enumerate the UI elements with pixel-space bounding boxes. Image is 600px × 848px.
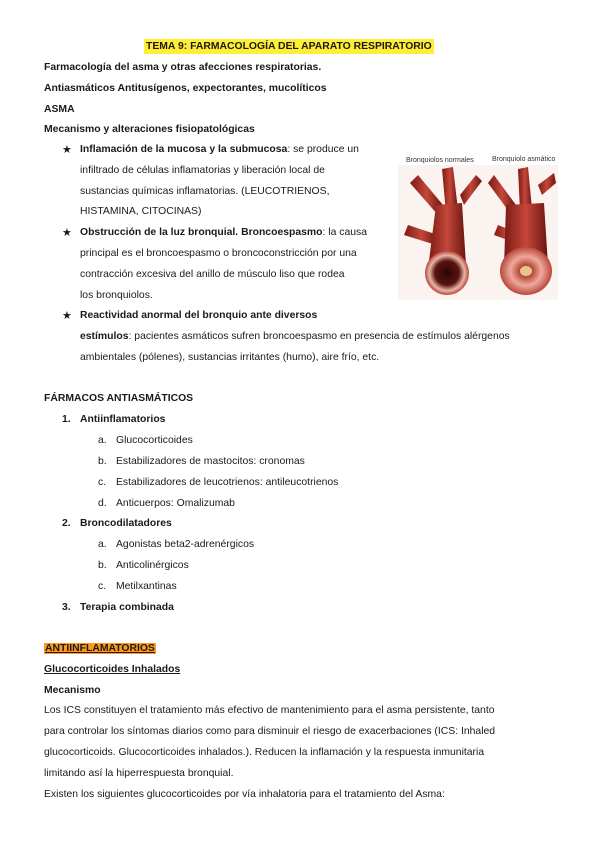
mecanismo-heading: Mecanismo y alteraciones fisiopatológicas bbox=[44, 124, 255, 135]
subtitle-asma: Farmacología del asma y otras afecciones respiratorias. bbox=[44, 62, 322, 73]
bullet-2-text: : la causa bbox=[322, 227, 367, 238]
group-1-item-letter: c. bbox=[98, 477, 107, 488]
bullet-3-line-1 bbox=[80, 330, 510, 344]
bullet-2-lead: Obstrucción de la luz bronquial bbox=[80, 227, 236, 238]
bullet-1-line-1 bbox=[80, 143, 359, 157]
page-title: TEMA 9: FARMACOLOGÍA DEL APARATO RESPIRATORIO bbox=[146, 41, 432, 52]
group-1-item-letter: d. bbox=[98, 498, 107, 509]
bullet-2-lead-2: . Broncoespasmo bbox=[235, 227, 323, 238]
asma-heading: ASMA bbox=[44, 104, 75, 115]
bullet-3-line-2: ambientales (pólenes), sustancias irritantes (humo), aire frío, etc. bbox=[80, 352, 380, 363]
paragraph-line: limitando así la hiperrespuesta bronquial. bbox=[44, 768, 234, 779]
paragraph-line: Los ICS constituyen el tratamiento más efectivo de mantenimiento para el asma persistente, tanto bbox=[44, 705, 495, 716]
star-bullet-icon: ★ bbox=[62, 227, 72, 239]
bullet-2-line-1 bbox=[80, 226, 367, 240]
mecanismo-2-heading: Mecanismo bbox=[44, 685, 101, 696]
star-bullet-icon: ★ bbox=[62, 310, 72, 322]
group-2-item-letter: b. bbox=[98, 560, 107, 571]
group-1-item: Anticuerpos: Omalizumab bbox=[116, 498, 235, 509]
bullet-1-line-3: sustancias químicas inflamatorias. (LEUCOTRIENOS, bbox=[80, 186, 330, 197]
bronchiole-illustration bbox=[398, 165, 558, 300]
bullet-1-text: : se produce un bbox=[287, 144, 359, 155]
farmacos-heading: FÁRMACOS ANTIASMÁTICOS bbox=[44, 393, 194, 404]
bronchiole-figure bbox=[398, 152, 558, 300]
normal-lumen bbox=[425, 251, 469, 295]
group-2-item: Metilxantinas bbox=[116, 581, 177, 592]
paragraph-line: glucocorticoids. Glucocorticoides inhalados.). Reducen la inflamación y la respuesta inmunitaria bbox=[44, 747, 485, 758]
group-1-item-letter: b. bbox=[98, 456, 107, 467]
group-1-item: Estabilizadores de mastocitos: cronomas bbox=[116, 456, 305, 467]
subtitle-antiasmaticos: Antiasmáticos Antitusígenos, expectorantes, mucolíticos bbox=[44, 83, 327, 94]
gci-heading: Glucocorticoides Inhalados bbox=[44, 664, 181, 675]
bullet-3-lead: Reactividad anormal del bronquio ante diversos bbox=[80, 310, 318, 321]
antiinflamatorios-heading bbox=[44, 642, 156, 656]
bullet-2-line-3: contracción excesiva del anillo de músculo liso que rodea bbox=[80, 269, 345, 280]
group-2-number: 2. bbox=[62, 518, 71, 529]
group-3-name: Terapia combinada bbox=[80, 602, 174, 613]
group-1-item: Glucocorticoides bbox=[116, 435, 193, 446]
group-1-item: Estabilizadores de leucotrienos: antileucotrienos bbox=[116, 477, 339, 488]
group-2-item-letter: c. bbox=[98, 581, 107, 592]
paragraph-line: Existen los siguientes glucocorticoides por vía inhalatoria para el tratamiento del Asma: bbox=[44, 789, 445, 800]
group-2-item-letter: a. bbox=[98, 539, 107, 550]
group-2-item: Anticolinérgicos bbox=[116, 560, 189, 571]
group-2-name: Broncodilatadores bbox=[80, 518, 172, 529]
star-bullet-icon: ★ bbox=[62, 144, 72, 156]
group-1-number: 1. bbox=[62, 414, 71, 425]
bullet-1-line-2: infiltrado de células inflamatorias y liberación local de bbox=[80, 165, 325, 176]
group-1-item-letter: a. bbox=[98, 435, 107, 446]
group-3-number: 3. bbox=[62, 602, 71, 613]
bullet-1-lead: Inflamación de la mucosa y la submucosa bbox=[80, 144, 288, 155]
bullet-3-lead-2: estímulos bbox=[80, 331, 129, 342]
bullet-3-text: : pacientes asmáticos sufren broncoespasmo en presencia de estímulos alérgenos bbox=[128, 331, 510, 342]
bullet-2-line-2: principal es el broncoespasmo o broncoconstricción por una bbox=[80, 248, 357, 259]
group-2-item: Agonistas beta2-adrenérgicos bbox=[116, 539, 255, 550]
bullet-2-line-4: los bronquiolos. bbox=[80, 290, 153, 301]
paragraph-line: para controlar los síntomas diarios como para disminuir el riesgo de exacerbaciones (ICS: Inhaled bbox=[44, 726, 496, 737]
bullet-1-line-4: HISTAMINA, CITOCINAS) bbox=[80, 206, 202, 217]
figure-label-asthma: Bronquiolo asmático bbox=[492, 156, 556, 163]
group-1-name: Antiinflamatorios bbox=[80, 414, 166, 425]
figure-label-normal: Bronquiolos normales bbox=[406, 157, 474, 164]
antiinflamatorios-highlight: ANTIINFLAMATORIOS bbox=[45, 643, 155, 654]
